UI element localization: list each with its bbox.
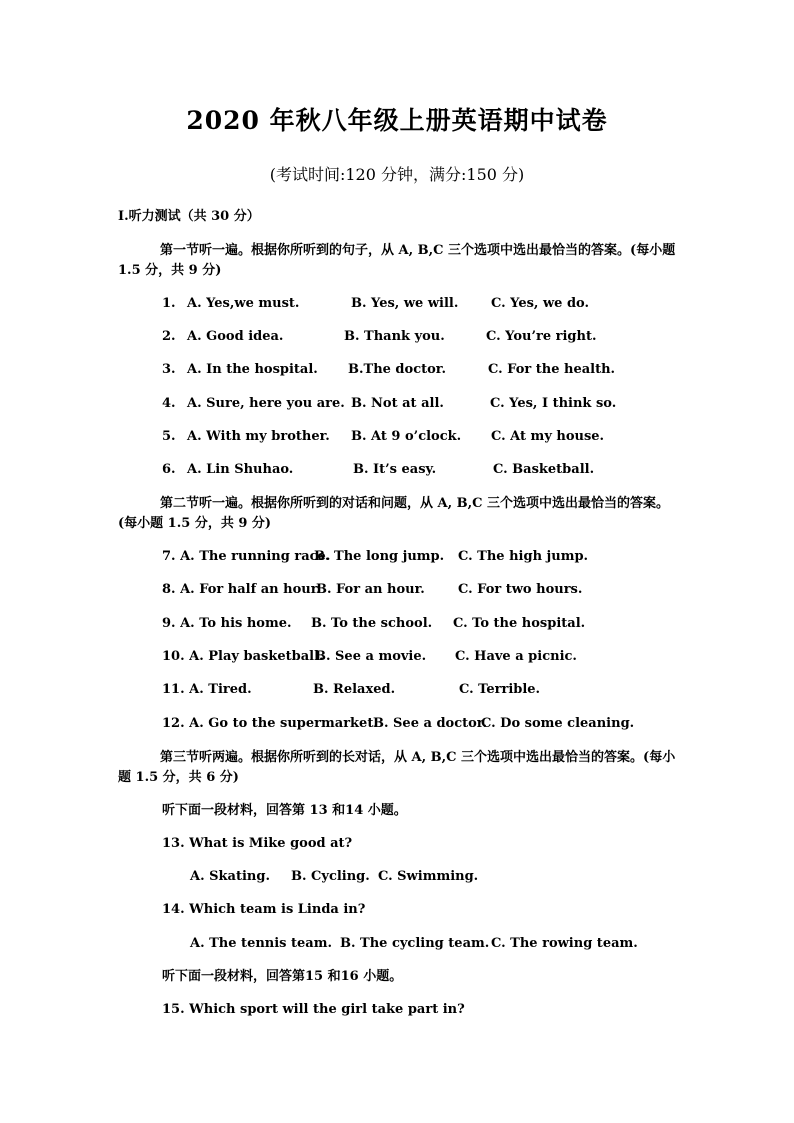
item-number: 1. bbox=[162, 296, 176, 311]
option-c: C. For two hours. bbox=[458, 582, 583, 597]
option-a: A. The tennis team. bbox=[190, 936, 333, 951]
option-c: C. At my house. bbox=[491, 429, 605, 444]
option-b: B. Thank you. bbox=[344, 329, 445, 344]
option-b: B. To the school. bbox=[311, 616, 433, 631]
group1-intro: 听下面一段材料，回答第 13 和14 小题。 bbox=[162, 803, 407, 818]
item-number: 2. bbox=[162, 329, 176, 344]
option-a: 12. A. Go to the supermarket. bbox=[162, 716, 378, 731]
option-c: C. To the hospital. bbox=[453, 616, 586, 631]
page-title: 2020 年秋八年级上册英语期中试卷 bbox=[186, 106, 608, 135]
option-b: B. See a doctor. bbox=[373, 716, 487, 731]
exam-info: (考试时间:120 分钟，满分:150 分) bbox=[269, 165, 525, 184]
option-b: B. Cycling. bbox=[291, 869, 370, 884]
option-c: C. The high jump. bbox=[458, 549, 589, 564]
option-b: B.The doctor. bbox=[348, 362, 446, 377]
option-c: C. Have a picnic. bbox=[455, 649, 577, 664]
question-14: 14. Which team is Linda in? bbox=[162, 902, 366, 917]
option-a: A. Sure, here you are. bbox=[187, 396, 345, 411]
option-b: B. Relaxed. bbox=[313, 682, 396, 697]
option-a: A. Good idea. bbox=[187, 329, 284, 344]
option-a: A. In the hospital. bbox=[187, 362, 318, 377]
option-a: A. Lin Shuhao. bbox=[187, 462, 294, 477]
option-c: C. Yes, we do. bbox=[491, 296, 590, 311]
option-a: 8. A. For half an hour. bbox=[162, 582, 321, 597]
option-a: 9. A. To his home. bbox=[162, 616, 292, 631]
option-b: B. The long jump. bbox=[314, 549, 445, 564]
section2-instruction: 第二节听一遍。根据你所听到的对话和问题，从 A, B,C 三个选项中选出最恰当的答案。(每小题 1.5 分，共 9 分) bbox=[118, 496, 670, 531]
section1-instruction: 第一节听一遍。根据你所听到的句子，从 A, B,C 三个选项中选出最恰当的答案。(每小题 1.5 分，共 9 分) bbox=[118, 243, 676, 278]
option-c: C. The rowing team. bbox=[491, 936, 638, 951]
item-number: 6. bbox=[162, 462, 176, 477]
option-a: 10. A. Play basketball. bbox=[162, 649, 324, 664]
question-15: 15. Which sport will the girl take part in? bbox=[162, 1002, 465, 1017]
option-b: B. At 9 o’clock. bbox=[351, 429, 462, 444]
option-b: B. See a movie. bbox=[315, 649, 427, 664]
item-number: 4. bbox=[162, 396, 176, 411]
section3-instruction: 第三节听两遍。根据你所听到的长对话，从 A, B,C 三个选项中选出最恰当的答案。(每小题 1.5 分，共 6 分) bbox=[118, 750, 676, 785]
option-b: B. It’s easy. bbox=[353, 462, 437, 477]
option-c: C. Basketball. bbox=[493, 462, 595, 477]
option-b: B. The cycling team. bbox=[340, 936, 490, 951]
option-c: C. Swimming. bbox=[378, 869, 479, 884]
option-c: C. You’re right. bbox=[486, 329, 597, 344]
option-c: C. For the health. bbox=[488, 362, 616, 377]
question-13: 13. What is Mike good at? bbox=[162, 836, 353, 851]
part1-heading: I.听力测试（共 30 分） bbox=[118, 209, 260, 224]
option-b: B. Not at all. bbox=[351, 396, 444, 411]
option-a: A. With my brother. bbox=[187, 429, 330, 444]
option-c: C. Yes, I think so. bbox=[490, 396, 617, 411]
option-c: C. Terrible. bbox=[459, 682, 541, 697]
option-a: 7. A. The running race. bbox=[162, 549, 331, 564]
option-c: C. Do some cleaning. bbox=[481, 716, 635, 731]
option-b: B. For an hour. bbox=[316, 582, 425, 597]
option-a: A. Yes,we must. bbox=[187, 296, 300, 311]
item-number: 3. bbox=[162, 362, 176, 377]
option-a: 11. A. Tired. bbox=[162, 682, 252, 697]
option-a: A. Skating. bbox=[190, 869, 270, 884]
option-b: B. Yes, we will. bbox=[351, 296, 459, 311]
item-number: 5. bbox=[162, 429, 176, 444]
group2-intro: 听下面一段材料，回答第15 和16 小题。 bbox=[162, 969, 403, 984]
